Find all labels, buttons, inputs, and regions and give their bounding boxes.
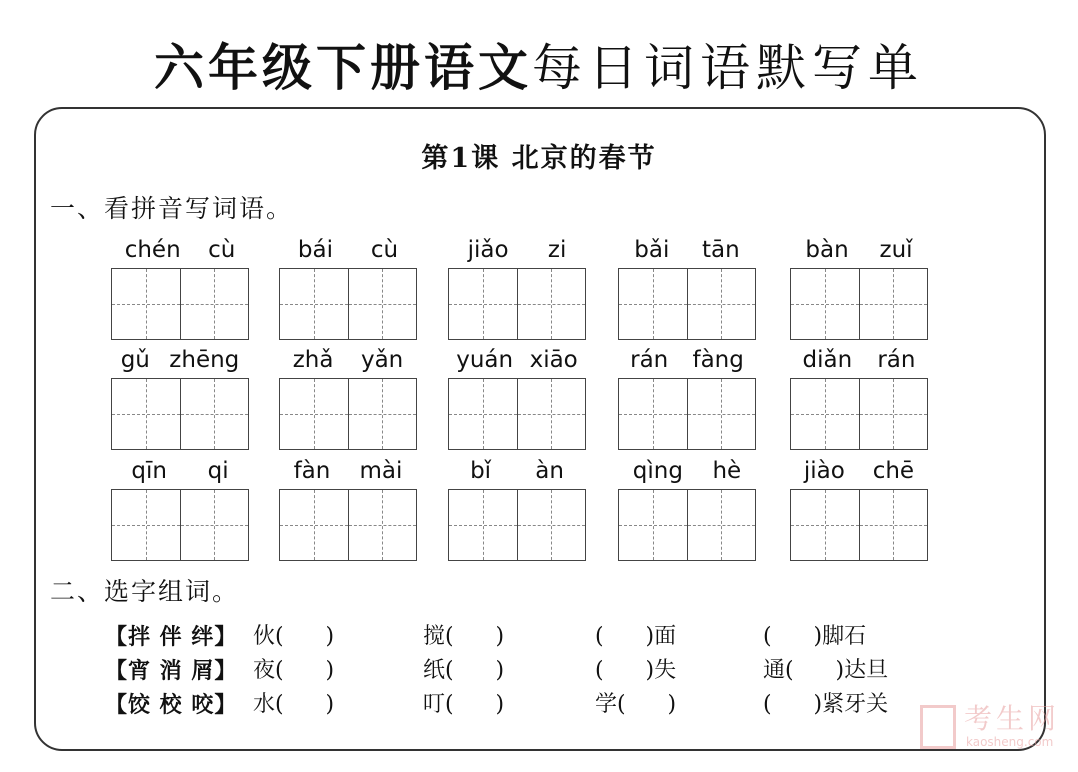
pinyin-syllable: fàn bbox=[293, 458, 331, 484]
writing-cell[interactable] bbox=[859, 490, 928, 560]
writing-grid[interactable] bbox=[618, 378, 756, 450]
pinyin-syllable: cù bbox=[208, 237, 236, 263]
pinyin-label bbox=[618, 236, 756, 264]
writing-grid[interactable] bbox=[111, 489, 249, 561]
writing-grid[interactable] bbox=[618, 489, 756, 561]
writing-cell[interactable] bbox=[112, 379, 180, 449]
writing-cell[interactable] bbox=[280, 269, 348, 339]
char-group: 【拌 伴 绊】 bbox=[105, 624, 238, 650]
writing-cell[interactable] bbox=[791, 490, 859, 560]
writing-cell[interactable] bbox=[791, 379, 859, 449]
pinyin-syllable: fàng bbox=[692, 347, 744, 373]
word-blank[interactable]: 夜( ) bbox=[253, 658, 335, 683]
writing-grid[interactable] bbox=[790, 489, 928, 561]
writing-grid[interactable] bbox=[279, 268, 417, 340]
pinyin-syllable: mài bbox=[359, 458, 403, 484]
pinyin-syllable: zhǎ bbox=[292, 347, 334, 373]
writing-cell[interactable] bbox=[687, 490, 756, 560]
word-blank[interactable]: ( )紧牙关 bbox=[763, 692, 889, 717]
writing-cell[interactable] bbox=[112, 490, 180, 560]
writing-cell[interactable] bbox=[180, 490, 249, 560]
watermark-domain: kaosheng.com bbox=[966, 735, 1054, 749]
pinyin-syllable: qi bbox=[207, 458, 229, 484]
writing-grid[interactable] bbox=[448, 268, 586, 340]
pinyin-syllable: rán bbox=[630, 347, 669, 373]
pinyin-label bbox=[111, 236, 249, 264]
pinyin-syllable: qìng bbox=[632, 458, 683, 484]
pinyin-label bbox=[279, 236, 417, 264]
section2-heading: 二、选字组词。 bbox=[50, 577, 240, 606]
pinyin-syllable: yǎn bbox=[360, 347, 404, 373]
writing-grid[interactable] bbox=[790, 378, 928, 450]
pinyin-syllable: gǔ bbox=[120, 347, 150, 373]
page-title bbox=[0, 38, 1078, 98]
writing-grid[interactable] bbox=[790, 268, 928, 340]
pinyin-syllable: bái bbox=[297, 237, 333, 263]
section1-heading: 一、看拼音写词语。 bbox=[50, 194, 294, 223]
pinyin-syllable: àn bbox=[535, 458, 564, 484]
writing-cell[interactable] bbox=[180, 379, 249, 449]
char-group: 【宵 消 屑】 bbox=[105, 658, 238, 684]
writing-cell[interactable] bbox=[449, 490, 517, 560]
pinyin-syllable: hè bbox=[712, 458, 742, 484]
writing-grid[interactable] bbox=[618, 268, 756, 340]
char-group: 【饺 校 咬】 bbox=[105, 692, 238, 718]
writing-grid[interactable] bbox=[111, 268, 249, 340]
pinyin-syllable: rán bbox=[877, 347, 916, 373]
pinyin-syllable: bǐ bbox=[470, 458, 492, 484]
word-blank[interactable]: ( )面 bbox=[595, 624, 677, 649]
pinyin-label bbox=[790, 457, 928, 485]
writing-cell[interactable] bbox=[687, 379, 756, 449]
writing-grid[interactable] bbox=[448, 489, 586, 561]
word-blank[interactable]: ( )失 bbox=[595, 658, 677, 683]
pinyin-label bbox=[111, 457, 249, 485]
pinyin-syllable: tān bbox=[701, 237, 740, 263]
writing-cell[interactable] bbox=[619, 379, 687, 449]
select-row-2 bbox=[105, 654, 925, 688]
writing-cell[interactable] bbox=[859, 269, 928, 339]
watermark bbox=[920, 703, 1060, 753]
pinyin-label bbox=[618, 457, 756, 485]
word-blank[interactable]: 水( ) bbox=[253, 692, 335, 717]
writing-cell[interactable] bbox=[449, 269, 517, 339]
pinyin-label bbox=[279, 457, 417, 485]
writing-grid[interactable] bbox=[111, 378, 249, 450]
writing-cell[interactable] bbox=[180, 269, 249, 339]
page-title-bold: 六年级下册语文 bbox=[154, 39, 532, 97]
pinyin-syllable: diǎn bbox=[802, 347, 853, 373]
pinyin-syllable: jiào bbox=[803, 458, 845, 484]
writing-cell[interactable] bbox=[280, 490, 348, 560]
writing-cell[interactable] bbox=[517, 379, 586, 449]
writing-cell[interactable] bbox=[619, 490, 687, 560]
pinyin-label bbox=[448, 236, 586, 264]
pinyin-label bbox=[279, 346, 417, 374]
pinyin-syllable: zi bbox=[547, 237, 567, 263]
writing-cell[interactable] bbox=[791, 269, 859, 339]
writing-cell[interactable] bbox=[348, 269, 417, 339]
writing-cell[interactable] bbox=[619, 269, 687, 339]
writing-grid[interactable] bbox=[448, 378, 586, 450]
pinyin-syllable: xiāo bbox=[529, 347, 578, 373]
writing-cell[interactable] bbox=[280, 379, 348, 449]
writing-cell[interactable] bbox=[517, 490, 586, 560]
pinyin-label bbox=[790, 346, 928, 374]
writing-cell[interactable] bbox=[859, 379, 928, 449]
writing-grid[interactable] bbox=[279, 489, 417, 561]
pinyin-syllable: cù bbox=[370, 237, 399, 263]
pinyin-label bbox=[448, 457, 586, 485]
watermark-logo-icon bbox=[920, 705, 956, 749]
writing-cell[interactable] bbox=[517, 269, 586, 339]
word-blank[interactable]: 纸( ) bbox=[423, 658, 505, 683]
word-blank[interactable]: 伙( ) bbox=[253, 624, 335, 649]
writing-cell[interactable] bbox=[449, 379, 517, 449]
pinyin-syllable: zhēng bbox=[169, 347, 240, 373]
watermark-text: 考生网 bbox=[964, 702, 1061, 735]
writing-grid[interactable] bbox=[279, 378, 417, 450]
pinyin-syllable: yuán bbox=[456, 347, 514, 373]
word-blank[interactable]: ( )脚石 bbox=[763, 624, 867, 649]
word-blank[interactable]: 叮( ) bbox=[423, 692, 505, 717]
pinyin-label bbox=[618, 346, 756, 374]
pinyin-label bbox=[448, 346, 586, 374]
pinyin-syllable: chén bbox=[124, 237, 181, 263]
select-row-1 bbox=[105, 620, 925, 654]
pinyin-syllable: jiǎo bbox=[467, 237, 509, 263]
word-blank[interactable]: 学( ) bbox=[595, 692, 677, 717]
lesson-title: 第1课 北京的春节 bbox=[421, 143, 657, 174]
writing-cell[interactable] bbox=[687, 269, 756, 339]
select-row-3 bbox=[105, 688, 925, 722]
pinyin-syllable: zuǐ bbox=[879, 237, 913, 263]
word-blank[interactable]: 通( )达旦 bbox=[763, 658, 889, 683]
pinyin-syllable: qīn bbox=[131, 458, 167, 484]
pinyin-syllable: chē bbox=[872, 458, 915, 484]
writing-cell[interactable] bbox=[348, 490, 417, 560]
writing-cell[interactable] bbox=[112, 269, 180, 339]
pinyin-syllable: bǎi bbox=[634, 237, 670, 263]
page-title-regular: 每日词语默写单 bbox=[532, 39, 924, 97]
writing-cell[interactable] bbox=[348, 379, 417, 449]
pinyin-label bbox=[111, 346, 249, 374]
word-blank[interactable]: 搅( ) bbox=[423, 624, 505, 649]
pinyin-syllable: bàn bbox=[805, 237, 849, 263]
pinyin-label bbox=[790, 236, 928, 264]
